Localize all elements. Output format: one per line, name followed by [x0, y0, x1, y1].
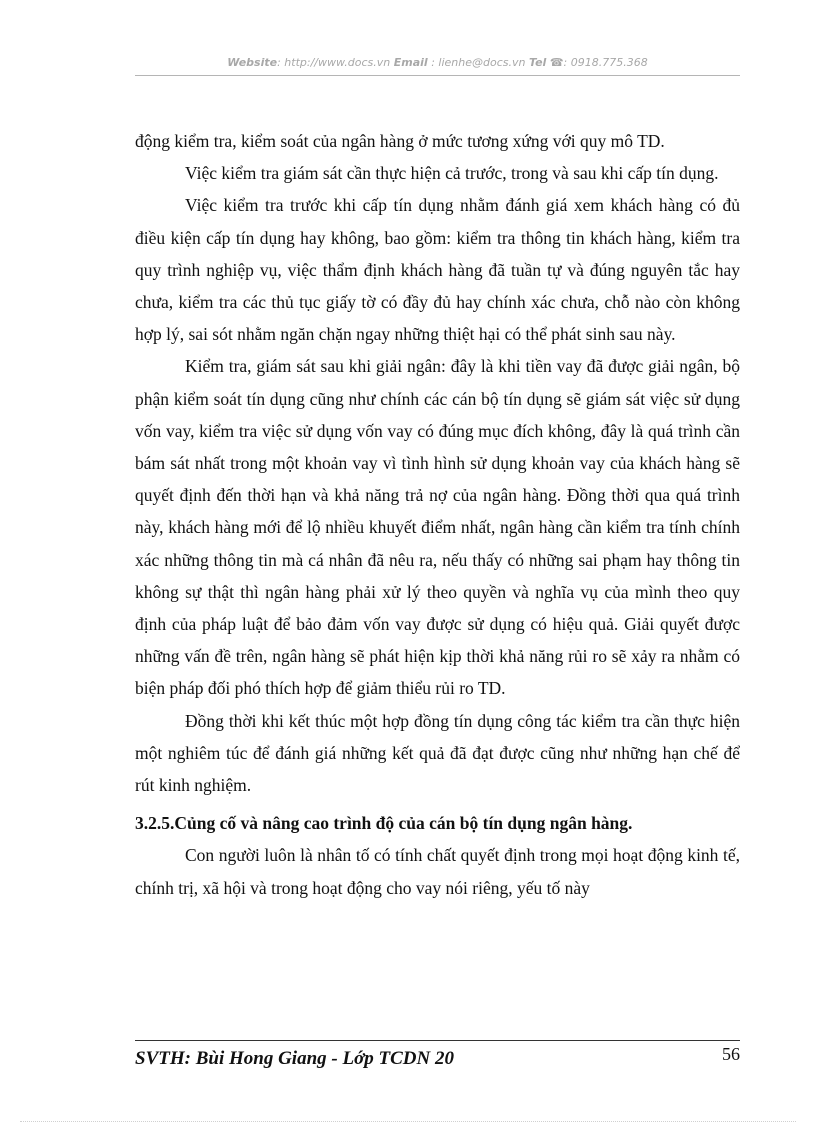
website-value: : http://www.docs.vn	[277, 56, 391, 69]
paragraph-1: động kiểm tra, kiểm soát của ngân hàng ở mức tương xứng với quy mô TD.	[135, 131, 665, 151]
paragraph-2: Việc kiểm tra giám sát cần thực hiện cả trước, trong và sau khi cấp tín dụng.	[185, 163, 719, 184]
footer-student: SVTH: Bùi Hong Giang - Lớp TCDN 20	[135, 1048, 454, 1069]
page-number: 56	[722, 1044, 740, 1064]
website-label: Website	[227, 56, 278, 69]
email-label: Email	[393, 56, 428, 69]
document-body	[135, 125, 740, 904]
tel-label: Tel	[528, 56, 547, 69]
paragraph-4: Kiểm tra, giám sát sau khi giải ngân: đây là khi tiền vay đã được giải ngân, bộ phận kiểm soát tín dụng cũng như chính các cán bộ tín dụng sẽ giám sát việc sử dụng vốn vay, kiểm tra việc sử dụng vốn vay có đúng mục đích không, đây là quá trình cần bám sát nhất trong một khoản vay vì tình hình sử dụng khoản vay của khách hàng sẽ quyết định đến thời hạn và khả năng trả nợ của ngân hàng. Đồng thời qua quá trình này, khách hàng mới để lộ nhiều khuyết điểm nhất, ngân hàng cần kiểm tra tính chính xác những thông tin mà cá nhân đã nêu ra, nếu thấy có những sai phạm hay thông tin không sự thật thì ngân hàng phải xử lý theo quyền và nghĩa vụ của mình theo quy định của pháp luật để bảo đảm vốn vay được sử dụng có hiệu quả. Giải quyết được những vấn đề trên, ngân hàng sẽ phát hiện kịp thời khả năng rủi ro sẽ xảy ra nhằm có biện pháp đối phó thích hợp để giảm thiểu rủi ro TD.	[135, 356, 740, 699]
tel-value: : 0918.775.368	[563, 56, 648, 69]
header-divider	[135, 75, 740, 76]
email-value: : lienhe@docs.vn	[431, 56, 526, 69]
footer-divider	[135, 1040, 740, 1041]
page-bottom-border	[20, 1121, 796, 1122]
page-header	[135, 56, 740, 69]
paragraph-6: Con người luôn là nhân tố có tính chất quyết định trong mọi hoạt động kinh tế, chính trị, xã hội và trong hoạt động cho vay nói riêng, yếu tố này	[135, 845, 740, 898]
phone-icon: ☎	[549, 56, 564, 69]
paragraph-5: Đồng thời khi kết thúc một hợp đồng tín dụng công tác kiểm tra cần thực hiện một nghiêm túc để đánh giá những kết quả đã đạt được cũng như những hạn chế để rút kinh nghiệm.	[135, 710, 740, 796]
section-heading: 3.2.5.Củng cố và nâng cao trình độ của cán bộ tín dụng ngân hàng.	[135, 813, 633, 834]
paragraph-3: Việc kiểm tra trước khi cấp tín dụng nhằm đánh giá xem khách hàng có đủ điều kiện cấp tín dụng hay không, bao gồm: kiểm tra thông tin khách hàng, kiểm tra quy trình nghiệp vụ, việc thẩm định khách hàng đã tuần tự và đúng nguyên tắc hay chưa, kiểm tra các thủ tục giấy tờ có đầy đủ hay chính xác chưa, chỗ nào còn không hợp lý, sai sót nhằm ngăn chặn ngay những thiệt hại có thể phát sinh sau này.	[135, 195, 740, 345]
